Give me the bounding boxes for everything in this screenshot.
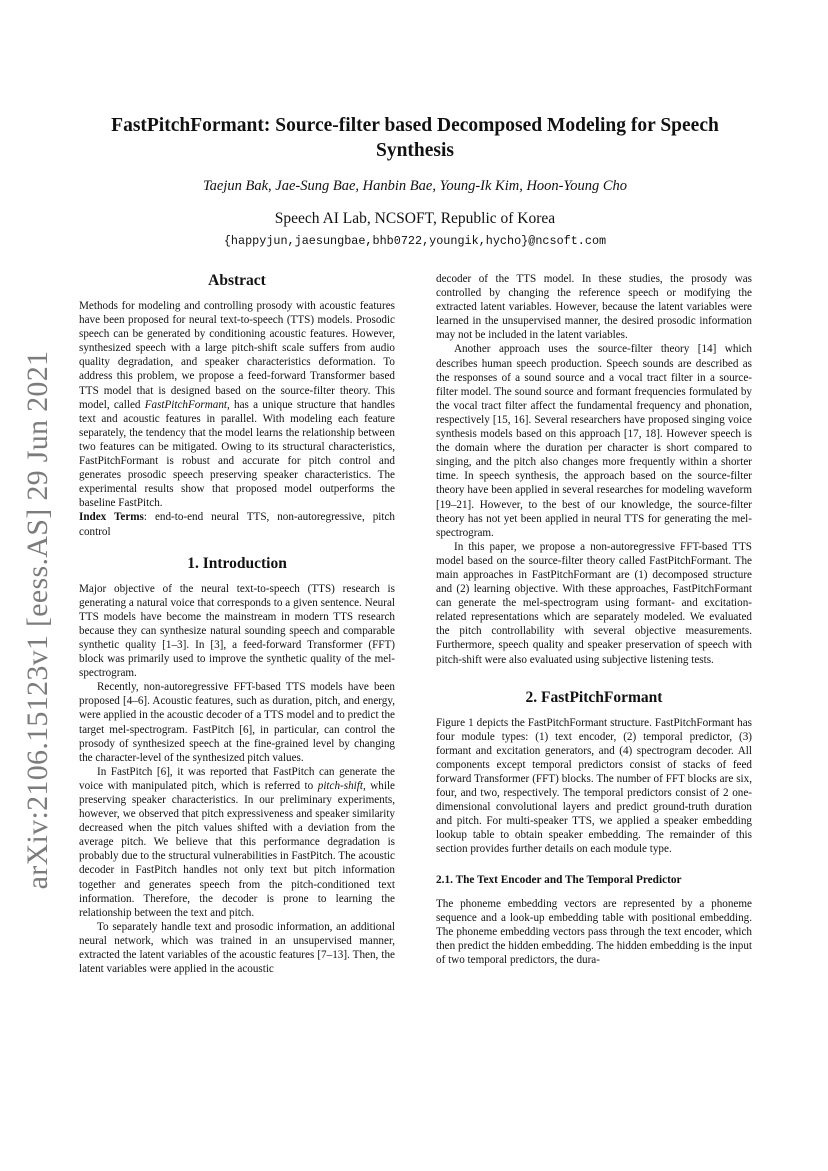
abstract-text-part: Methods for modeling and controlling prosody with acoustic features have been proposed for neural text-to-speech (TTS) models. Prosodic speech can be generated by conditioning acoustic features. However, synthesized speech with a large pitch-shift scale suffers from audio quality degradation, and speaker characteristics deformation. To address this problem, we propose a feed-forward Transformer based TTS model that is designed based on the source-filter theory. This model, called: [79, 300, 395, 411]
section-2-paragraph-1: Figure 1 depicts the FastPitchFormant structure. FastPitchFormant has four module types: (1) text encoder, (2) temporal predictor, (3) formant and excitation generators, and (4) spectrogram decoder. All components except temporal predictors consist of stacks of feed forward Transformer (FFT) blocks. The number of FFT blocks are six, four, and two, respectively. The temporal predictors consist of 2 one-dimensional convolutional layers and predict ground-truth duration and pitch. For multi-speaker TTS, we applied a speaker embedding lookup table to obtain speaker embedding. The remainder of this section provides further details on each module type.: [436, 716, 752, 856]
abstract-text: [79, 299, 395, 510]
index-terms-label: Index Terms: [79, 511, 144, 524]
intro-text-part: , while preserving speaker characteristics. In our preliminary experiments, however, we observed that pitch expressiveness and speaker similarity decreased when the pitch values shifted with a deviation from the average pitch. We believe that this performance degradation is probably due to the structural vulnerabilities in FastPitch. The acoustic decoder in FastPitch handles not only text but pitch information together and generates speech from the pitch-conditioned text information. Therefore, the decoder is prone to learning the relationship between the text and pitch.: [79, 779, 395, 919]
section-2-heading: 2. FastPitchFormant: [525, 688, 663, 706]
index-terms: [79, 510, 395, 538]
intro-paragraph-3: [79, 765, 395, 920]
author-list: Taejun Bak, Jae-Sung Bae, Hanbin Bae, Young-Ik Kim, Hoon-Young Cho: [202, 178, 628, 194]
intro-paragraph-7: In this paper, we propose a non-autoregressive FFT-based TTS model based on the source-filter theory called FastPitchFormant. The main approaches in FastPitchFormant are (1) decomposed structure and (2) learning objective. With these approaches, FastPitchFormant can generate the mel-spectrogram using formant- and excitation-related representations which are separately modeled. We evaluated the pitch controllability with several objective measurements. Furthermore, speech quality and speaker preservation of speech with pitch-shift were also evaluated using subjective listening tests.: [436, 540, 752, 666]
paper-title: FastPitchFormant: Source-filter based Decomposed Modeling for Speech Synthesis: [111, 115, 719, 161]
index-terms-text: : end-to-end neural TTS, non-autoregressive, pitch control: [79, 511, 396, 538]
abstract-heading: Abstract: [208, 272, 266, 289]
arxiv-identifier: [18, 350, 58, 890]
subsection-2-1-heading: 2.1. The Text Encoder and The Temporal Predictor: [436, 873, 682, 886]
intro-paragraph-5: decoder of the TTS model. In these studies, the prosody was controlled by changing the reference speech or modifying the extracted latent variables. However, because the latent variables were learned in the unsupervised manner, the desired prosodic information may not be included in the latent variables.: [436, 273, 752, 342]
left-column: [79, 272, 395, 976]
affiliation: Speech AI Lab, NCSOFT, Republic of Korea: [274, 210, 556, 227]
intro-paragraph-4: To separately handle text and prosodic information, an additional neural network, which was trained in an unsupervised manner, extracted the latent variables of the acoustic features [7–13]. Then, the latent variables were applied in the acoustic: [79, 920, 395, 976]
pitch-shift-term: pitch-shift: [317, 779, 363, 792]
section-2-1-paragraph: The phoneme embedding vectors are represented by a phoneme sequence and a look-up embedding table with positional embedding. The phoneme embedding vectors pass through the text encoder, which then predict the hidden embedding. The hidden embedding is the input of two temporal predictors, the dura-: [436, 897, 752, 967]
intro-heading: 1. Introduction: [187, 554, 287, 572]
abstract-text-part: , has a unique structure that handles text and acoustic features in parallel. With modeling each feature separately, the tendency that the model learns the relationship between two features can be mitigated. Owing to its structural characteristics, FastPitchFormant is robust and accurate for pitch control and generates prosodic speech preserving speaker characteristics. The experimental results show that proposed model outperforms the baseline FastPitch.: [79, 398, 395, 510]
author-emails: {happyjun,jaesungbae,bhb0722,youngik,hycho}@ncsoft.com: [223, 234, 607, 248]
intro-paragraph-1: Major objective of the neural text-to-speech (TTS) research is generating a natural voice that corresponds to a given sentence. Neural TTS models have become the mainstream in modern TTS research because they can synthesize natural sounding speech and comparable synthetic quality [1–3]. In [3], a feed-forward Transformer (FFT) block was primarily used to improve the synthetic quality of the mel-spectrogram.: [79, 582, 395, 680]
abstract-model-name: FastPitchFormant: [144, 398, 227, 411]
arxiv-id-text: arXiv:2106.15123v1 [eess.AS] 29 Jun 2021: [21, 350, 54, 890]
right-column: [436, 272, 752, 967]
intro-paragraph-6: Another approach uses the source-filter theory [14] which describes human speech production. Speech sounds are described as the responses of a sound source and a vocal tract filter in a source-filter model. The sound source and formant frequencies formulated by the vocal tract filter affect the fundamental frequency and phonation, respectively [15, 16]. Several researchers have proposed singing voice synthesis models based on this approach [17, 18]. However speech is the domain where the duration per character is short compared to singing, and the pitch also changes more frequently within a shorter time. In speech synthesis, the approach based on the source-filter theory have been applied in several researches for modeling waveform [19–21]. However, to the best of our knowledge, the source-filter theory has not yet been applied in neural TTS for generating the mel-spectrogram.: [436, 343, 752, 539]
intro-text-part: In FastPitch [6], it was reported that FastPitch can generate the voice with manipulated pitch, which is referred to: [79, 765, 395, 792]
intro-paragraph-2: Recently, non-autoregressive FFT-based TTS models have been proposed [4–6]. Acoustic features, such as duration, pitch, and energy, were applied in the acoustic decoder of a TTS model and to predict the target mel-spectrogram. FastPitch [6], in particular, can control the prosody of synthesized speech at the fine-grained level by changing the character-level of the synthesized pitch values.: [79, 681, 395, 764]
